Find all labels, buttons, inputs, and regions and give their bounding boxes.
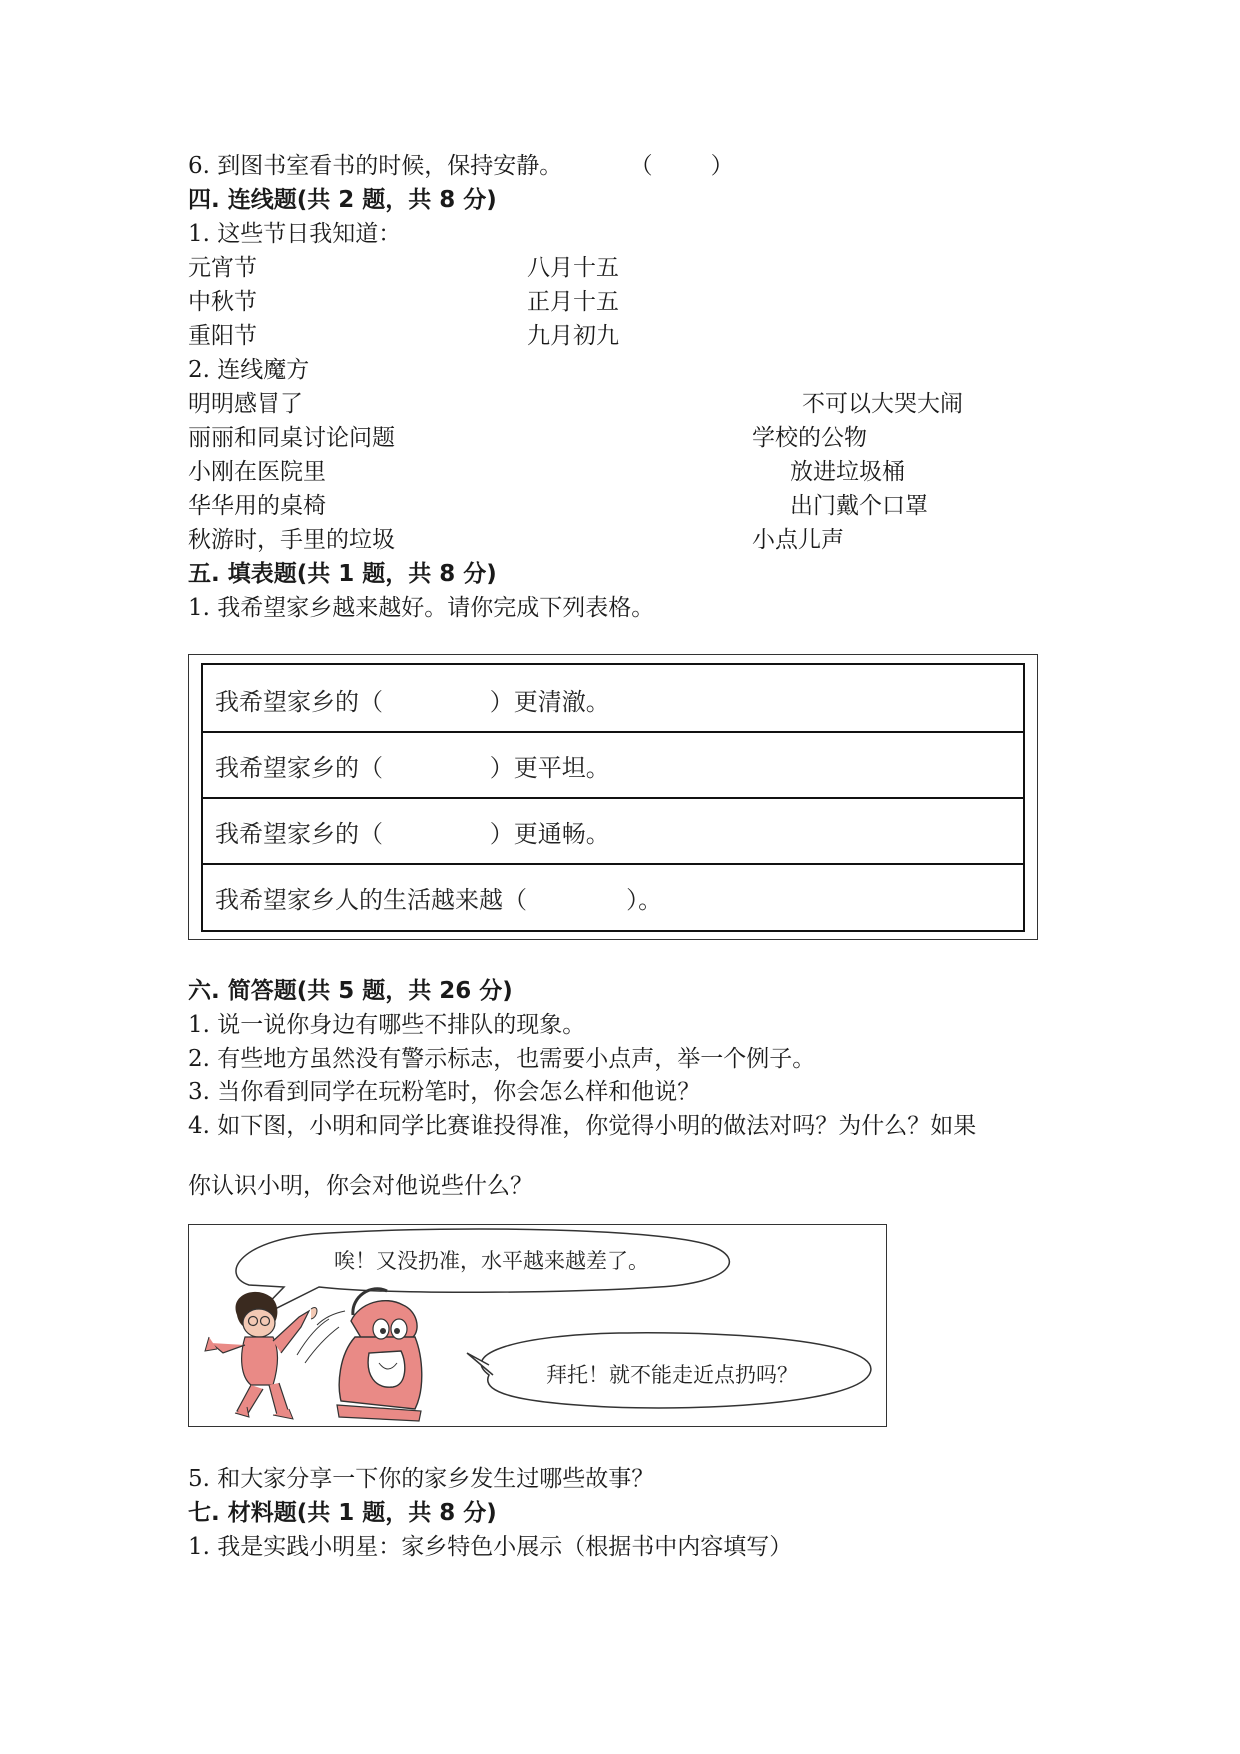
festival-item[interactable]: 重阳节 — [188, 323, 257, 349]
speech-bubble-1-text: 唉！又没扔准，水平越来越差了。 — [334, 1249, 649, 1273]
section-5-title: 五. 填表题(共 1 题，共 8 分) — [188, 561, 497, 587]
table-row[interactable]: 我希望家乡人的生活越来越（ ）。 — [215, 886, 663, 914]
date-item[interactable]: 正月十五 — [527, 289, 619, 315]
match-right-item[interactable]: 小点儿声 — [752, 527, 844, 553]
festival-item[interactable]: 元宵节 — [188, 255, 257, 281]
speech-bubble-2-text: 拜托！就不能走近点扔吗？ — [546, 1363, 798, 1387]
s6-question-3: 3. 当你看到同学在玩粉笔时，你会怎么样和他说？ — [188, 1079, 701, 1105]
match-left-item[interactable]: 小刚在医院里 — [188, 459, 326, 485]
s6-question-1: 1. 说一说你身边有哪些不排队的现象。 — [188, 1012, 586, 1038]
match-left-item[interactable]: 秋游时，手里的垃圾 — [188, 527, 395, 553]
match-right-item[interactable]: 出门戴个口罩 — [790, 493, 928, 519]
section-4-title: 四. 连线题(共 2 题，共 8 分) — [188, 187, 497, 213]
s6-question-5: 5. 和大家分享一下你的家乡发生过哪些故事？ — [188, 1466, 655, 1492]
match-left-item[interactable]: 明明感冒了 — [188, 391, 303, 417]
match-left-item[interactable]: 丽丽和同桌讨论问题 — [188, 425, 395, 451]
boy-figure — [205, 1292, 317, 1419]
match-right-item[interactable]: 不可以大哭大闹 — [802, 391, 963, 417]
section-6-title: 六. 简答题(共 5 题，共 26 分) — [188, 978, 513, 1004]
section-7-title: 七. 材料题(共 1 题，共 8 分) — [188, 1500, 497, 1526]
fill-table — [201, 663, 1025, 932]
match-left-item[interactable]: 华华用的桌椅 — [188, 493, 326, 519]
fill-table-frame — [188, 654, 1038, 940]
match-right-item[interactable]: 学校的公物 — [752, 425, 867, 451]
s4-question-1: 1. 这些节日我知道： — [188, 221, 402, 247]
question-6 — [188, 151, 734, 181]
date-item[interactable]: 九月初九 — [527, 323, 619, 349]
table-row[interactable]: 我希望家乡的（ ）更清澈。 — [203, 665, 1023, 733]
table-row[interactable]: 我希望家乡的（ ）更通畅。 — [203, 797, 1023, 865]
s6-question-4a: 4. 如下图，小明和同学比赛谁投得准，你觉得小明的做法对吗？为什么？如果 — [188, 1113, 977, 1139]
date-item[interactable]: 八月十五 — [527, 255, 619, 281]
s5-question-1: 1. 我希望家乡越来越好。请你完成下列表格。 — [188, 595, 655, 621]
s6-question-4b: 你认识小明，你会对他说些什么？ — [188, 1173, 533, 1199]
comic-illustration — [188, 1224, 887, 1427]
s7-question-1: 1. 我是实践小明星：家乡特色小展示（根据书中内容填写） — [188, 1534, 793, 1560]
question-6-text: 6. 到图书室看书的时候，保持安静。 — [188, 153, 563, 179]
s4-question-2: 2. 连线魔方 — [188, 357, 310, 383]
festival-item[interactable]: 中秋节 — [188, 289, 257, 315]
trash-bin-figure — [337, 1289, 422, 1421]
answer-blank[interactable]: （ ） — [629, 153, 734, 179]
table-row[interactable]: 我希望家乡的（ ）更平坦。 — [203, 731, 1023, 799]
s6-question-2: 2. 有些地方虽然没有警示标志，也需要小点声，举一个例子。 — [188, 1046, 816, 1072]
match-right-item[interactable]: 放进垃圾桶 — [790, 459, 905, 485]
